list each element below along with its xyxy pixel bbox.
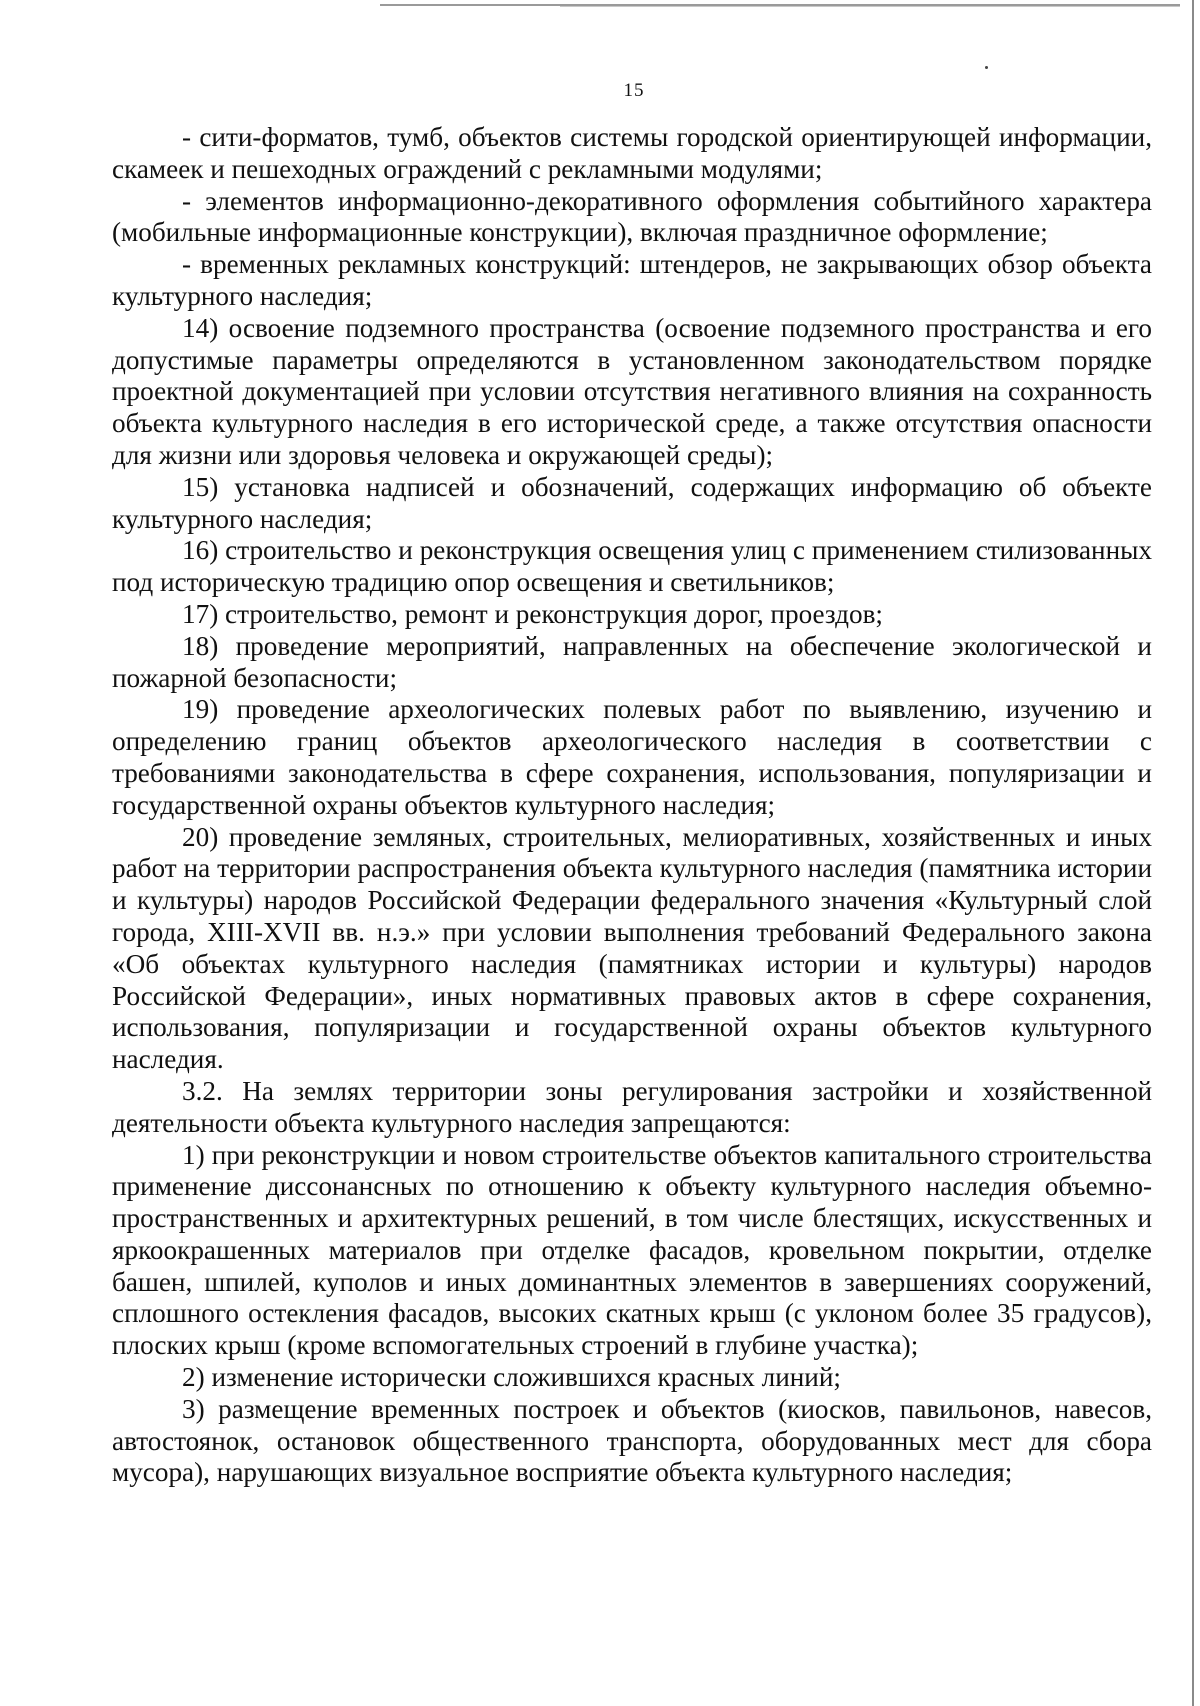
- scan-artifact-right-edge: [1192, 0, 1194, 1706]
- page-number: 15: [623, 80, 645, 101]
- paragraph-section-3-2: 3.2. На землях территории зоны регулирования застройки и хозяйственной деятельности объекта культурного наследия запрещаются:: [112, 1075, 1152, 1138]
- paragraph-item-17: 17) строительство, ремонт и реконструкция дорог, проездов;: [182, 598, 883, 629]
- paragraph-prohibited-3: 3) размещение временных построек и объектов (киосков, павильонов, навесов, автостоянок, остановок общественного транспорта, оборудованных мест для сбора мусора), нарушающих визуальное восприятие объекта культурного наследия;: [112, 1393, 1152, 1488]
- paragraph-item-20: 20) проведение земляных, строительных, мелиоративных, хозяйственных и иных работ на территории распространения объекта культурного наследия (памятника истории и культуры) народов Российской Федерации федерального значения «Культурный слой города, XIII-XVII вв. н.э.» при условии выполнения требований Федерального закона «Об объектах культурного наследия (памятниках истории и культуры) народов Российской Федерации», иных нормативных правовых актов в сфере сохранения, использования, популяризации и государственной охраны объектов культурного наследия.: [112, 821, 1152, 1075]
- paragraph-item-14: 14) освоение подземного пространства (освоение подземного пространства и его допустимые параметры определяются в установленном законодательством порядке проектной документацией при условии отсутствия негативного влияния на сохранность объекта культурного наследия в его исторической среде, а также отсутствия опасности для жизни или здоровья человека и окружающей среды);: [112, 312, 1152, 470]
- paragraph-item-19: 19) проведение археологических полевых работ по выявлению, изучению и определению границ объектов археологического наследия в соответствии с требованиями законодательства в сфере сохранения, использования, популяризации и государственной охраны объектов культурного наследия;: [112, 694, 1152, 820]
- scan-artifact-top-line-faint: [560, 6, 1180, 7]
- paragraph-item-18: 18) проведение мероприятий, направленных на обеспечение экологической и пожарной безопасности;: [112, 630, 1152, 693]
- paragraph-temporary-ads: - временных рекламных конструкций: штендеров, не закрывающих обзор объекта культурного наследия;: [112, 249, 1152, 311]
- paragraph-prohibited-1: 1) при реконструкции и новом строительстве объектов капитального строительства применение диссонансных по отношению к объекту культурного наследия объемно-пространственных и архитектурных решений, в том числе блестящих, искусственных и яркоокрашенных материалов при отделке фасадов, кровельном покрытии, отделке башен, шпилей, куполов и иных доминантных элементов в завершениях сооружений, сплошного остекления фасадов, высоких скатных крыш (с уклоном более 35 градусов), плоских крыш (кроме вспомогательных строений в глубине участка);: [112, 1139, 1152, 1361]
- scan-artifact-speck: [985, 66, 988, 69]
- paragraph-item-15: 15) установка надписей и обозначений, содержащих информацию об объекте культурного наследия;: [112, 471, 1152, 534]
- paragraph-item-16: 16) строительство и реконструкция освещения улиц с применением стилизованных под историческую традицию опор освещения и светильников;: [112, 535, 1152, 598]
- paragraph-prohibited-2: 2) изменение исторически сложившихся красных линий;: [182, 1362, 841, 1393]
- paragraph-city-formats: - сити-форматов, тумб, объектов системы городской ориентирующей информации, скамеек и пешеходных ограждений с рекламными модулями;: [112, 122, 1152, 184]
- paragraph-decorative-elements: - элементов информационно-декоративного оформления событийного характера (мобильные информационные конструкции), включая праздничное оформление;: [112, 185, 1152, 248]
- document-body: [112, 122, 1152, 1489]
